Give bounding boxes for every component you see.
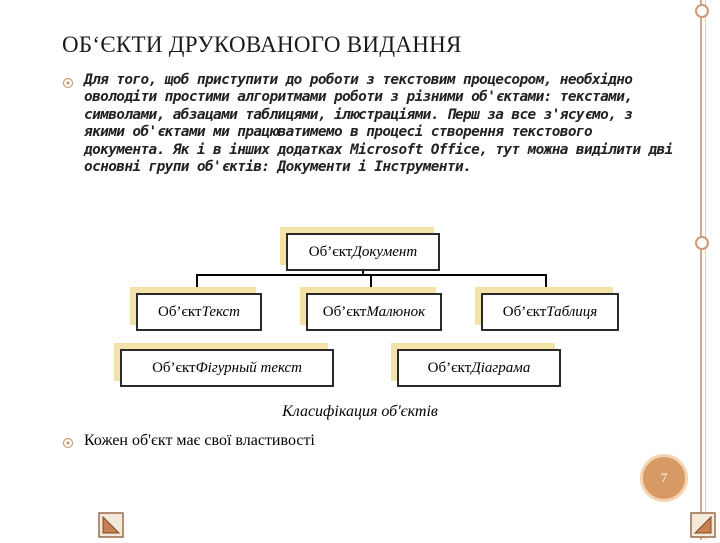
properties-bullet: Кожен об'єкт має свої властивості xyxy=(84,432,315,449)
diagram-caption: Класифікация об'єктів xyxy=(282,403,438,420)
diagram-node-picture xyxy=(306,293,442,331)
diagram-node-chart xyxy=(397,349,561,387)
connector xyxy=(370,274,372,294)
decorative-rail xyxy=(686,0,720,540)
diagram-node-text xyxy=(136,293,262,331)
page-number: 7 xyxy=(660,470,668,485)
diagram-node-document xyxy=(286,233,440,271)
node-prefix: Об’єкт xyxy=(427,359,472,376)
node-keyword: Фігурный текст xyxy=(195,359,302,376)
diagram-node-word-art xyxy=(120,349,334,387)
node-prefix: Об’єкт xyxy=(158,303,202,320)
connector xyxy=(545,274,547,294)
prev-slide-icon[interactable] xyxy=(98,512,124,538)
node-prefix: Об’єкт xyxy=(152,359,196,376)
next-slide-icon[interactable] xyxy=(690,512,716,538)
node-prefix: Об’єкт xyxy=(502,303,547,320)
node-keyword: Малюнок xyxy=(366,303,426,320)
intro-paragraph: Для того, щоб приступити до роботи з текстовим процесором, необхідно оволодіти простими алгоритмами роботи з різними об'єктами: текстами, символами, абзацами таблицями, ілюстраціями. Перш за все з'ясуємо, з якими об'єктами ми працюватимемо в процесі створення текстового документа. Як і в інших додатках Microsoft Office, тут можна виділити дві основні групи об'єктів: Документи і Інструменти. xyxy=(84,72,673,176)
diagram-node-table xyxy=(481,293,619,331)
node-keyword: Текст xyxy=(201,303,240,320)
ring-icon xyxy=(695,236,709,250)
node-keyword: Діаграма xyxy=(471,359,531,376)
node-prefix: Об’єкт xyxy=(322,303,367,320)
node-prefix: Об’єкт xyxy=(308,243,353,260)
connector xyxy=(196,274,198,294)
slide-title: ОБ‘ЄКТИ ДРУКОВАНОГО ВИДАННЯ xyxy=(62,32,462,57)
page-number-badge xyxy=(640,454,688,502)
flower-bullet-icon xyxy=(62,77,74,89)
ring-icon xyxy=(695,4,709,18)
node-keyword: Таблиця xyxy=(546,303,598,320)
flower-bullet-icon xyxy=(62,437,74,449)
node-keyword: Документ xyxy=(352,243,418,260)
